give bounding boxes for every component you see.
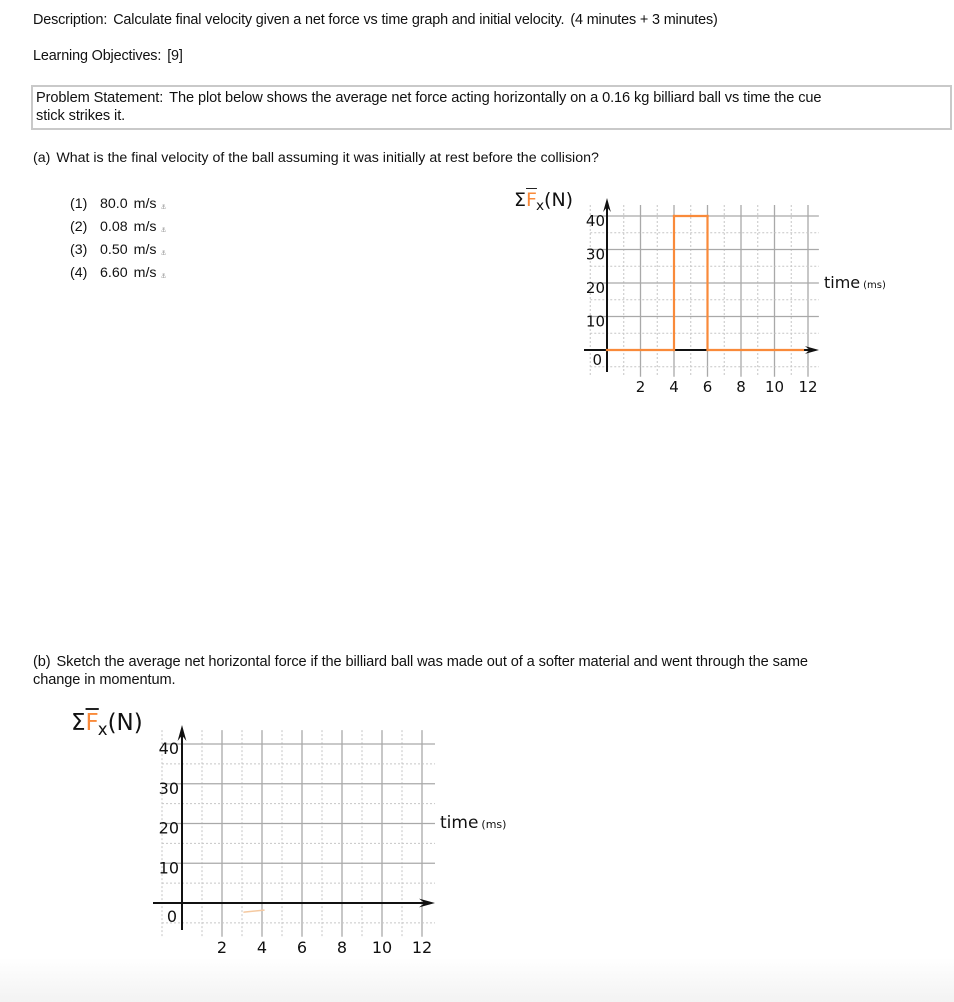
anchor-icon: ⚓ bbox=[160, 203, 167, 211]
force-subscript: x bbox=[97, 719, 108, 739]
chart-1-y-tick-label: 30 bbox=[585, 245, 605, 264]
option-value: 80.0 bbox=[100, 196, 128, 212]
chart-2-x-tick-label: 10 bbox=[371, 938, 393, 957]
anchor-icon: ⚓ bbox=[160, 249, 167, 257]
chart-2-x-tick-label: 2 bbox=[216, 938, 228, 957]
time-text: time bbox=[440, 813, 479, 833]
option-number: (2) bbox=[70, 219, 88, 235]
chart-1-x-tick-label: 8 bbox=[736, 378, 746, 396]
option-number: (4) bbox=[70, 265, 88, 281]
chart-2-origin-label: 0 bbox=[166, 907, 177, 926]
chart-2-x-tick-label: 8 bbox=[336, 938, 348, 957]
part-b-text-2: change in momentum. bbox=[33, 672, 176, 688]
anchor-icon: ⚓ bbox=[160, 226, 167, 234]
option-value: 6.60 bbox=[100, 265, 128, 281]
chart-1-x-tick-label: 4 bbox=[669, 378, 679, 396]
chart-1-y-tick-label: 20 bbox=[585, 279, 605, 297]
option-number: (3) bbox=[70, 242, 88, 258]
part-b-text-1: Sketch the average net horizontal force if the billiard ball was made out of a softer material and went through the same bbox=[56, 654, 808, 670]
chart-2-y-tick-label: 20 bbox=[158, 818, 179, 838]
chart-2-stray-sketch-mark bbox=[244, 910, 264, 912]
chart-2-x-tick-label: 6 bbox=[296, 938, 308, 957]
part-a-text: What is the final velocity of the ball assuming it was initially at rest before the collision? bbox=[56, 150, 599, 166]
description-text: Calculate final velocity given a net force vs time graph and initial velocity. bbox=[113, 12, 565, 28]
time-unit: (ms) bbox=[481, 818, 507, 831]
objectives-value: [9] bbox=[167, 48, 183, 64]
option-unit: m/s bbox=[133, 196, 157, 212]
time-unit: (ms) bbox=[863, 280, 886, 291]
force-symbol: $\overline{F}$ bbox=[85, 710, 99, 736]
option-unit: m/s bbox=[133, 219, 157, 235]
option-value: 0.50 bbox=[100, 242, 128, 258]
problem-label: Problem Statement: bbox=[36, 90, 164, 106]
option-value: 0.08 bbox=[100, 219, 128, 235]
chart-2-x-tick-label: 12 bbox=[411, 938, 433, 957]
chart-2-x-tick-label: 4 bbox=[256, 938, 268, 957]
option-number: (1) bbox=[70, 196, 88, 212]
part-a-prefix: (a) bbox=[33, 150, 51, 166]
chart-1-x-tick-label: 2 bbox=[635, 378, 646, 396]
chart-1-x-tick-label: 10 bbox=[764, 378, 785, 396]
chart-1-y-tick-label: 10 bbox=[585, 312, 605, 331]
force-subscript: x bbox=[535, 197, 545, 214]
chart-1-x-tick-label: 12 bbox=[798, 378, 818, 396]
chart-2-y-tick-label: 10 bbox=[158, 858, 179, 878]
sigma-symbol: Σ bbox=[514, 189, 527, 211]
description-label: Description: bbox=[33, 12, 108, 28]
chart-1-y-tick-label: 40 bbox=[585, 212, 605, 230]
page-bottom-fade bbox=[0, 958, 954, 1002]
sigma-symbol: Σ bbox=[71, 710, 86, 736]
time-text: time bbox=[824, 273, 861, 292]
anchor-icon: ⚓ bbox=[160, 272, 167, 280]
problem-text-1: The plot below shows the average net force acting horizontally on a 0.16 kg billiard ball vs time the cue bbox=[169, 90, 822, 106]
part-b-prefix: (b) bbox=[33, 654, 51, 670]
chart-2-y-tick-label: 30 bbox=[158, 778, 179, 798]
force-symbol: $\overline{F}$ bbox=[526, 189, 537, 211]
chart-2-y-tick-label: 40 bbox=[158, 739, 179, 758]
problem-text-2: stick strikes it. bbox=[36, 108, 126, 124]
force-unit: (N) bbox=[107, 710, 143, 736]
chart-1-origin-label: 0 bbox=[592, 351, 602, 369]
option-unit: m/s bbox=[133, 265, 157, 281]
duration: (4 minutes + 3 minutes) bbox=[570, 12, 718, 28]
objectives-label: Learning Objectives: bbox=[33, 48, 162, 64]
force-unit: (N) bbox=[544, 189, 574, 211]
option-unit: m/s bbox=[133, 242, 157, 258]
chart-1-x-tick-label: 6 bbox=[702, 378, 713, 396]
